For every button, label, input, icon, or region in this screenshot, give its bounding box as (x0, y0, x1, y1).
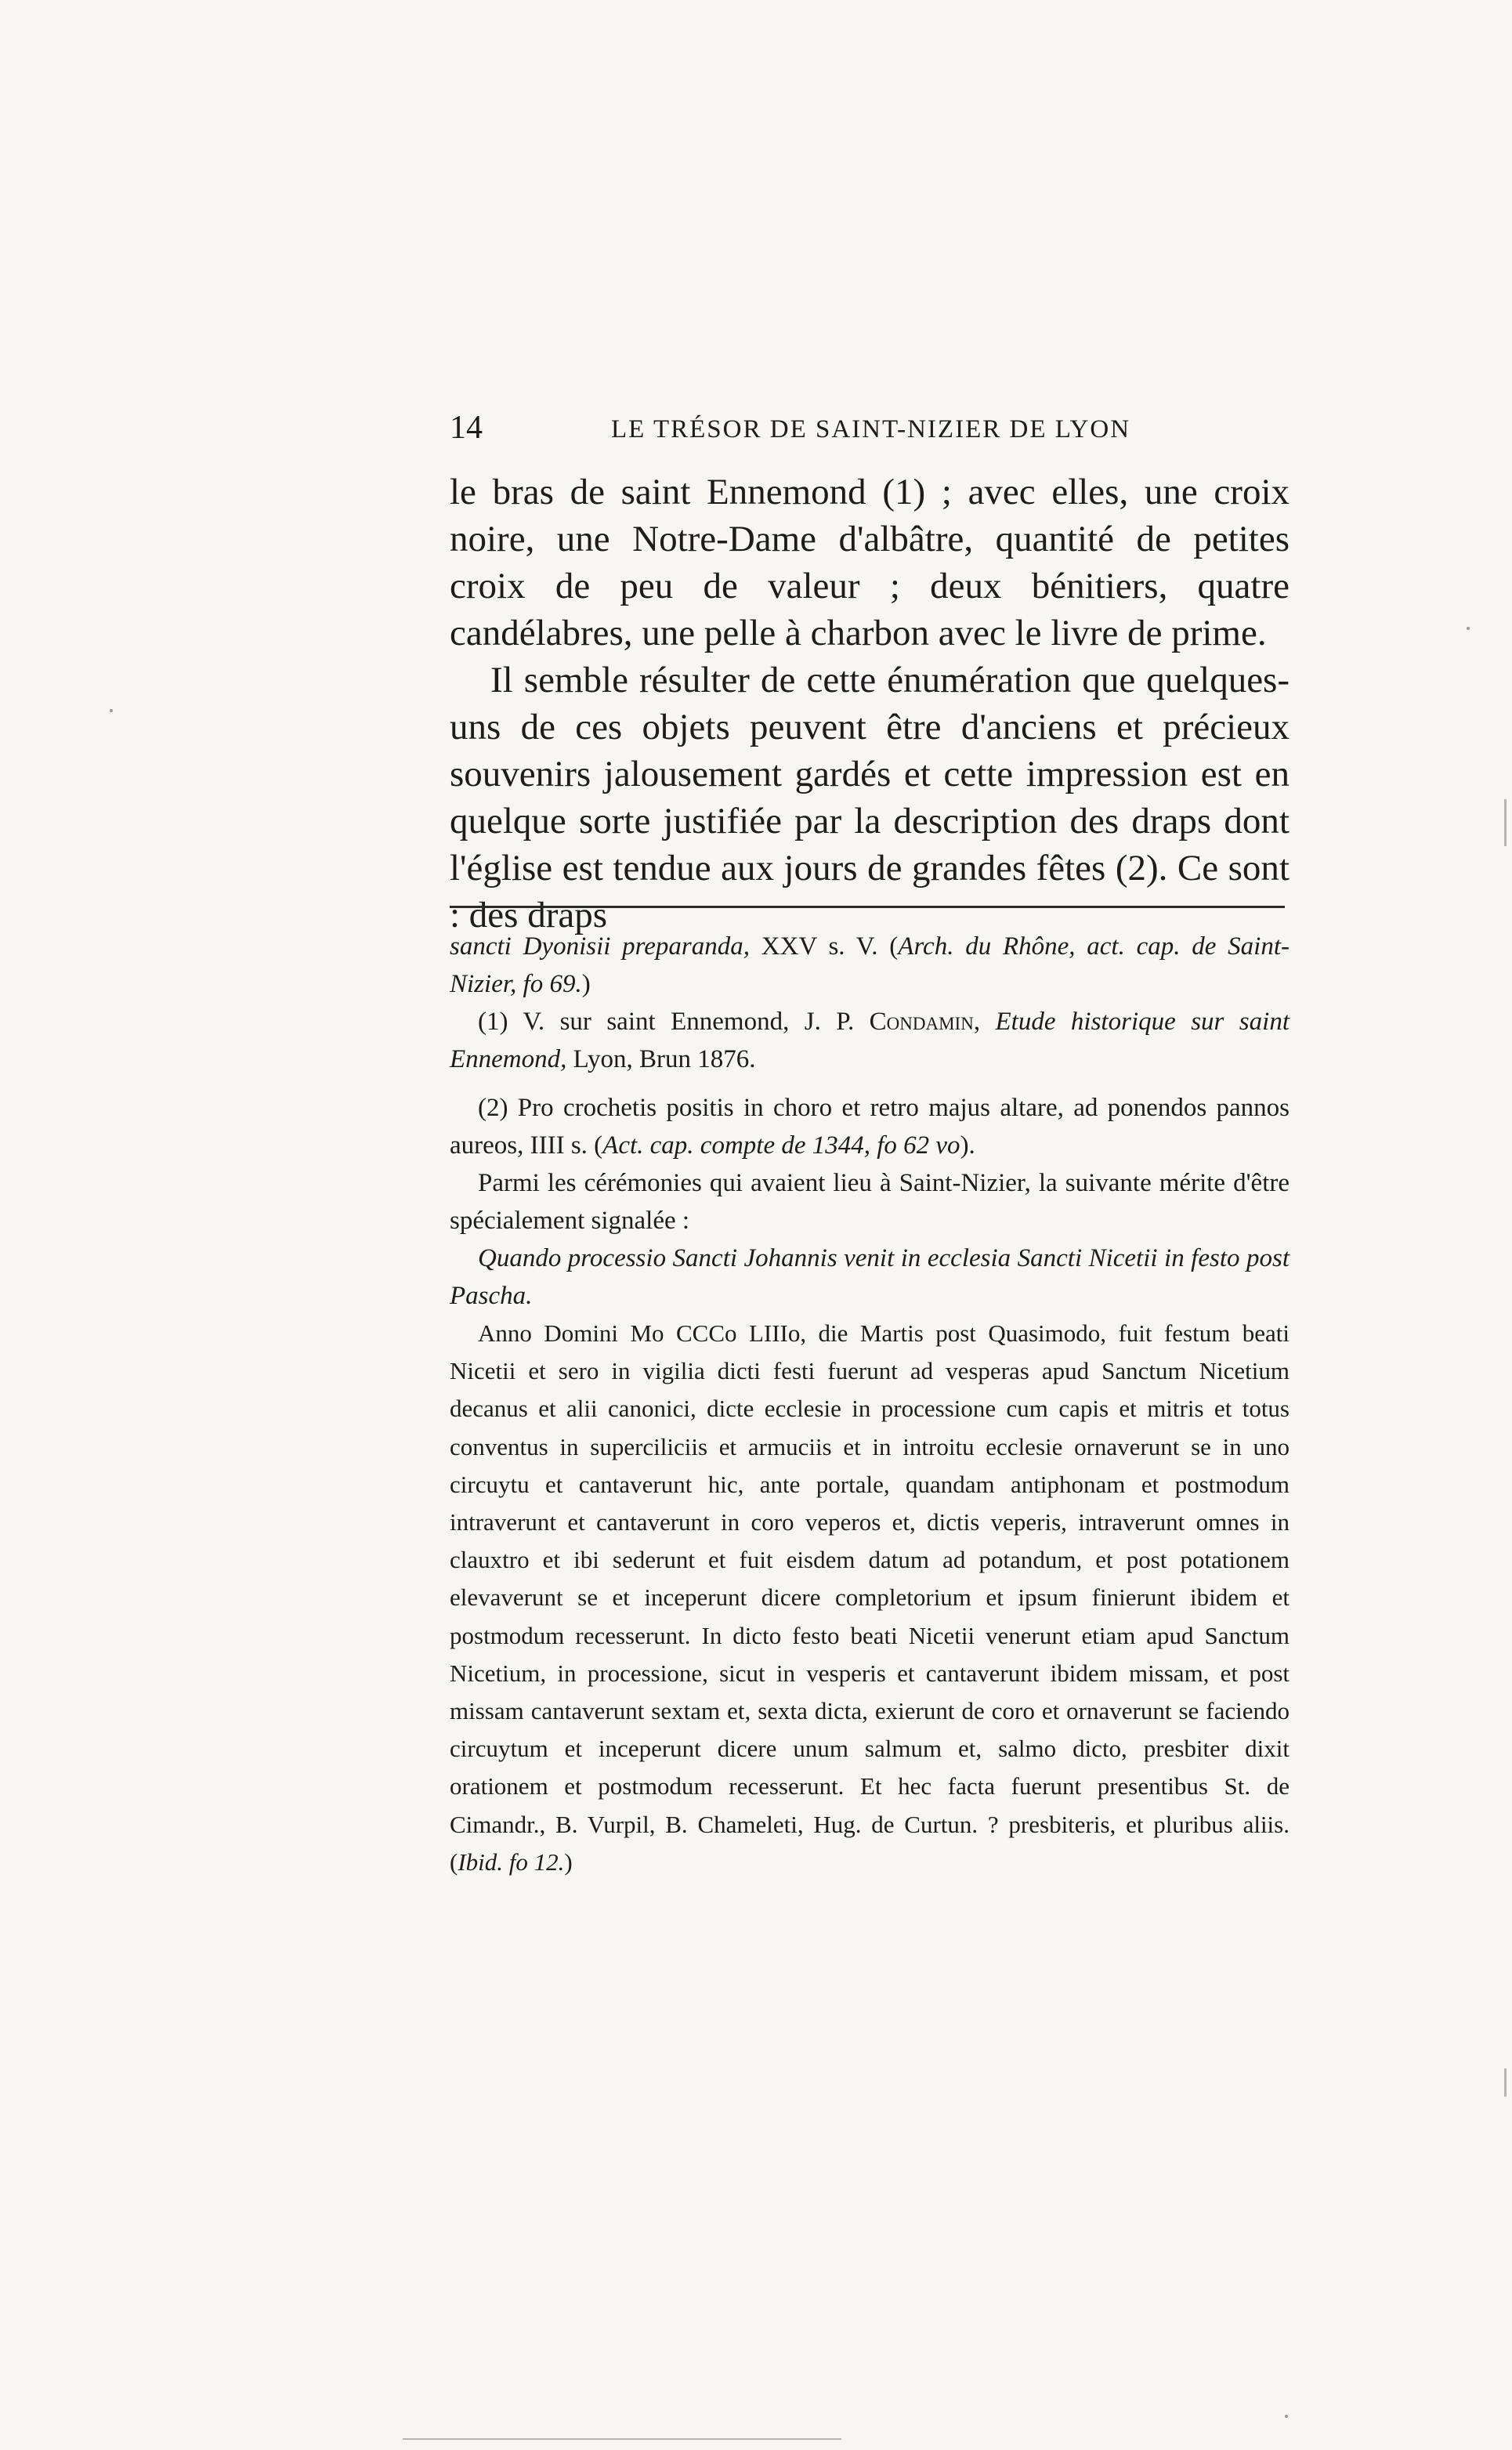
footnote-1-publisher: Lyon, Brun 1876. (566, 1045, 756, 1073)
scan-fold-line-right-lower (1504, 2068, 1507, 2097)
footnote-continuation-close: ) (581, 970, 591, 998)
page-number: 14 (450, 410, 483, 446)
main-paragraph-2: Il semble résulter de cette énumération que quelques-uns de ces objets peuvent être d'anciens et précieux souvenirs jalousement gardés et cette impression est en quelque sorte justifiée par la description des draps dont l'église est tendue aux jours de grandes fêtes (2). Ce sont : des draps (450, 660, 1290, 935)
footnote-1-space (980, 1008, 995, 1036)
latin-record-text: Anno Domini Mo CCCo LIIIo, die Martis post Quasimodo, fuit festum beati Nicetii et sero in vigilia dicti festi fuerunt ad vesperas apud Sanctum Nicetium decanus et alii canonici, dicte ecclesie in processione cum capis et mitris et totus conventus in superciliciis et armuciis et in introitu ecclesie ornaverunt se in uno circuytu et cantaverunt hic, ante portale, quandam antiphonam et postmodum intraverunt et cantaverunt in coro veperos et, dictis veperis, intraverunt omnes in clauxtro et ibi sederunt et fuit eisdem datum ad potandum, et post potationem elevaverunt se et inceperunt dicere completorium et ipsum finierunt ibidem et postmodum recesserunt. In dicto festo beati Nicetii venerunt etiam apud Sanctum Nicetium, in processione, sicut in vesperis et cantaverunt ibidem missam, et post missam cantaverunt sextam et, sexta dicta, exierunt de coro et ornaverunt se faciendo circuytum et inceperunt dicere unum salmum et, salmo dicto, presbiter dixit orationem et postmodum recesserunt. Et hec facta fuerunt presentibus St. de Cimandr., B. Vurpil, B. Chameleti, Hug. de Curtun. ? presbiteris, et pluribus aliis. ( (450, 1319, 1290, 1876)
footnote-1-title: Etude historique sur saint Ennemond, (450, 1008, 1290, 1073)
main-text (450, 469, 1290, 939)
ceremony-intro: Parmi les cérémonies qui avaient lieu à Saint-Nizier, la suivante mérite d'être spécialement signalée : (450, 1169, 1290, 1235)
latin-record-close: ) (564, 1847, 573, 1876)
footnote-2-close: ). (960, 1131, 975, 1160)
footnotes (450, 928, 1290, 1881)
footnote-separator (450, 906, 1285, 908)
scan-speck (110, 709, 113, 712)
footnote-1-ref: (1) V. sur saint Ennemond, J. P. (478, 1008, 870, 1036)
ceremony-title: Quando processio Sancti Johannis venit in ecclesia Sancti Nicetii in festo post Pascha. (450, 1244, 1290, 1310)
scan-bottom-rule (403, 2438, 841, 2440)
footnote-continuation (450, 928, 1290, 1003)
footnote-1 (450, 1003, 1290, 1078)
scan-speck (1467, 627, 1470, 630)
latin-record (450, 1315, 1290, 1881)
footnote-1-author: Condamin, (869, 1008, 981, 1036)
running-title: LE TRÉSOR DE SAINT-NIZIER DE LYON (611, 415, 1131, 443)
main-paragraph-1: le bras de saint Ennemond (1) ; avec elles, une croix noire, une Notre-Dame d'albâtre, quantité de petites croix de peu de valeur ; deux bénitiers, quatre candélabres, une pelle à charbon avec le livre de prime. (450, 472, 1290, 653)
footnote-continuation-latin: sancti Dyonisii preparanda, (450, 932, 751, 961)
page-header (450, 409, 1290, 456)
scan-speck (1285, 2415, 1288, 2418)
footnote-continuation-source: Arch. du Rhône, act. cap. de Saint-Nizier, fo 69. (450, 932, 1290, 998)
latin-record-source: Ibid. fo 12. (458, 1847, 565, 1876)
scan-fold-line-right (1504, 799, 1507, 846)
footnote-2-text: (2) Pro crochetis positis in choro et retro majus altare, ad ponendos pannos aureos, IIII s. ( (450, 1094, 1290, 1160)
footnote-continuation-amount: XXV s. V. ( (750, 932, 899, 961)
footnote-2 (450, 1089, 1290, 1164)
footnote-2-source: Act. cap. compte de 1344, fo 62 vo (602, 1131, 960, 1160)
